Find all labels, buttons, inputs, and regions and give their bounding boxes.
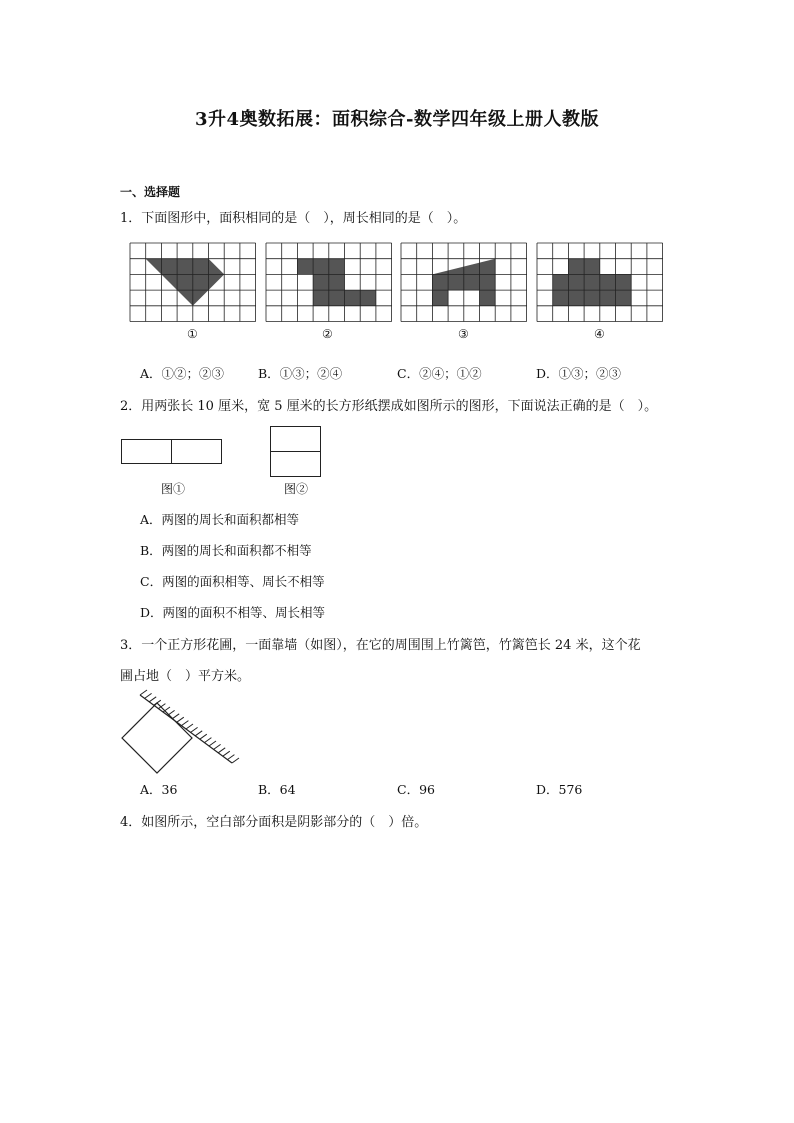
q1-figure-label-4: ④ [594,327,605,341]
q2-option-d[interactable]: D．两图的面积不相等、周长相等 [140,605,326,620]
hatch-mark [214,744,221,749]
q3-option-c[interactable]: C．96 [397,782,435,797]
hatch-mark [145,693,152,698]
hatch-mark [172,714,179,719]
q3-option-b[interactable]: B．64 [258,782,296,797]
q1-option-a[interactable]: A．①②；②③ [140,366,225,381]
question-4-text: 4．如图所示，空白部分面积是阴影部分的（ ）倍。 [120,815,428,830]
page-title: 3升4奥数拓展：面积综合-数学四年级上册人教版 [194,109,600,130]
q2-figure-label-2: 图② [284,482,309,496]
q3-option-d[interactable]: D．576 [536,782,583,797]
question-1-text: 1．下面图形中，面积相同的是（ ），周长相同的是（ ）。 [120,211,467,226]
q1-option-d[interactable]: D．①③；②③ [536,366,622,381]
q2-option-a[interactable]: A．两图的周长和面积都相等 [140,512,300,527]
hatch-mark [209,741,216,746]
q2-option-c[interactable]: C．两图的面积相等、周长不相等 [140,574,325,589]
q2-option-b[interactable]: B．两图的周长和面积都不相等 [140,543,312,558]
hatch-mark [140,690,147,695]
hatch-mark [168,710,175,715]
q3-square-garden [122,703,192,773]
q3-option-a[interactable]: A．36 [140,782,178,797]
q2-figure-label-1: 图① [161,482,186,496]
hatch-mark [186,724,193,729]
q3-wall-hatching [140,690,239,763]
hatch-mark [218,748,225,753]
question-2-text: 2．用两张长 10 厘米，宽 5 厘米的长方形纸摆成如图所示的图形，下面说法正确的是（ ）。 [120,399,658,414]
hatch-mark [227,755,234,760]
hatch-mark [232,758,239,763]
hatch-mark [200,734,207,739]
hatch-mark [204,738,211,743]
q1-figure-label-2: ② [322,327,333,341]
hatch-mark [223,751,230,756]
q1-option-b[interactable]: B．①③；②④ [258,366,343,381]
hatch-mark [195,731,202,736]
q1-option-c[interactable]: C．②④；①② [397,366,482,381]
hatch-mark [154,700,161,705]
q1-figure-label-1: ① [187,327,198,341]
question-3-text-line-1: 3．一个正方形花圃，一面靠墙（如图），在它的周围围上竹篱笆，竹篱笆长 24 米，这个花 [120,638,641,653]
hatch-mark [177,717,184,722]
hatch-mark [181,721,188,726]
section-heading: 一、选择题 [120,185,181,199]
q1-figure-label-3: ③ [458,327,469,341]
hatch-mark [191,727,198,732]
hatch-mark [149,697,156,702]
question-3-text-line-2: 圃占地（ ）平方米。 [120,669,251,684]
